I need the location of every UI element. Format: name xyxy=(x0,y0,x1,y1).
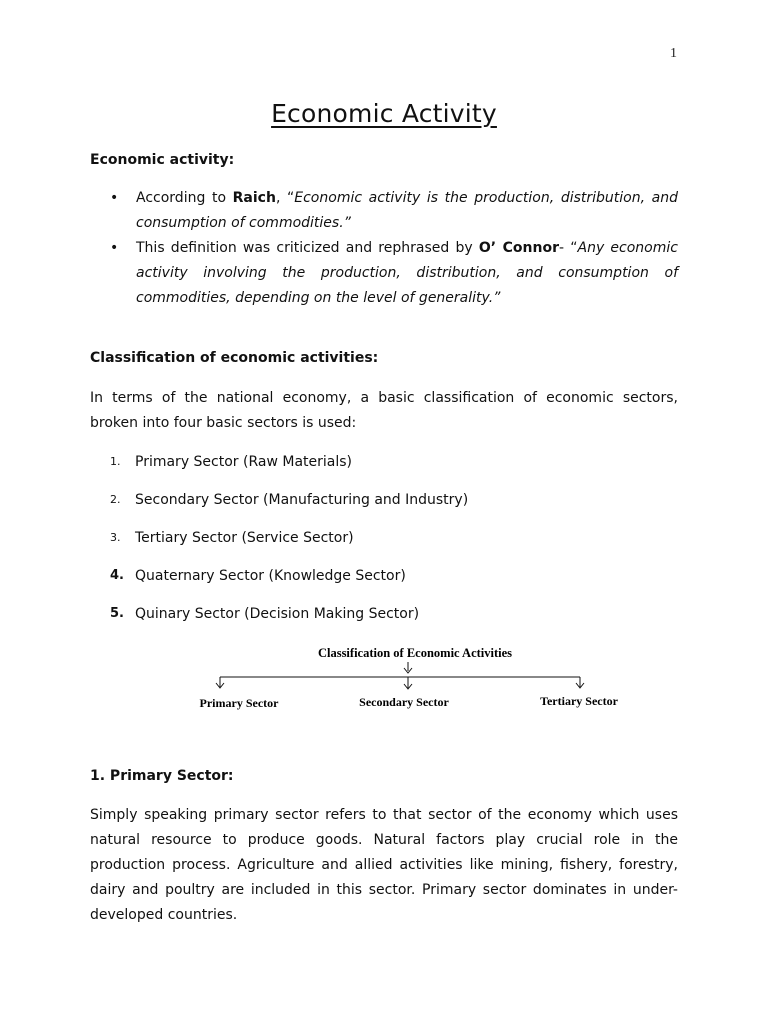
definition-quote: Any economic activity involving the production, distribution, and consumption of commodities, depending on the level of generality.” xyxy=(136,240,678,306)
diagram-node-primary: Primary Sector xyxy=(199,696,279,710)
classification-diagram xyxy=(188,640,638,720)
classification-intro: In terms of the national economy, a basic classification of economic sectors, broken into four basic sectors is used: xyxy=(90,390,678,431)
author-name: O’ Connor xyxy=(478,240,559,256)
section-heading-primary-sector: 1. Primary Sector: xyxy=(90,768,234,784)
list-item: 5. Quinary Sector (Decision Making Sector) xyxy=(110,606,420,622)
list-item: 3. Tertiary Sector (Service Sector) xyxy=(110,530,354,546)
diagram-node-tertiary: Tertiary Sector xyxy=(540,694,618,708)
section-heading-classification: Classification of economic activities: xyxy=(90,350,379,366)
list-item: 2. Secondary Sector (Manufacturing and Industry) xyxy=(110,492,469,508)
page-number: 1 xyxy=(670,46,677,61)
author-name: Raich xyxy=(232,190,276,206)
list-item: 4. Quaternary Sector (Knowledge Sector) xyxy=(110,568,406,584)
list-item: • This definition was criticized and rephrased by O’ Connor- “Any economic activity involving the production, distribution, and consumption of commodities, depending on the level of generality.” xyxy=(90,236,678,311)
primary-sector-body: Simply speaking primary sector refers to that sector of the economy which uses natural resource to produce goods. Natural factors play crucial role in the production process. Agriculture and allied activities like mining, fishery, forestry, dairy and poultry are included in this sector. Primary sector dominates in under-developed countries. xyxy=(90,807,678,923)
definition-quote: Economic activity is the production, distribution, and consumption of commodities.” xyxy=(136,190,679,231)
diagram-root-label: Classification of Economic Activities xyxy=(317,646,513,660)
list-item: 1. Primary Sector (Raw Materials) xyxy=(110,454,352,470)
diagram-connectors xyxy=(216,662,584,689)
list-item: • According to Raich, “Economic activity is the production, distribution, and consumption of commodities.” xyxy=(90,186,678,236)
bullet-icon: • xyxy=(110,240,119,256)
bullet-icon: • xyxy=(110,190,119,206)
page-title: Economic Activity xyxy=(271,99,497,128)
section-heading-economic-activity: Economic activity: xyxy=(90,152,235,168)
definition-list xyxy=(90,186,678,311)
diagram-node-secondary: Secondary Sector xyxy=(359,695,449,709)
sector-list xyxy=(110,452,468,642)
